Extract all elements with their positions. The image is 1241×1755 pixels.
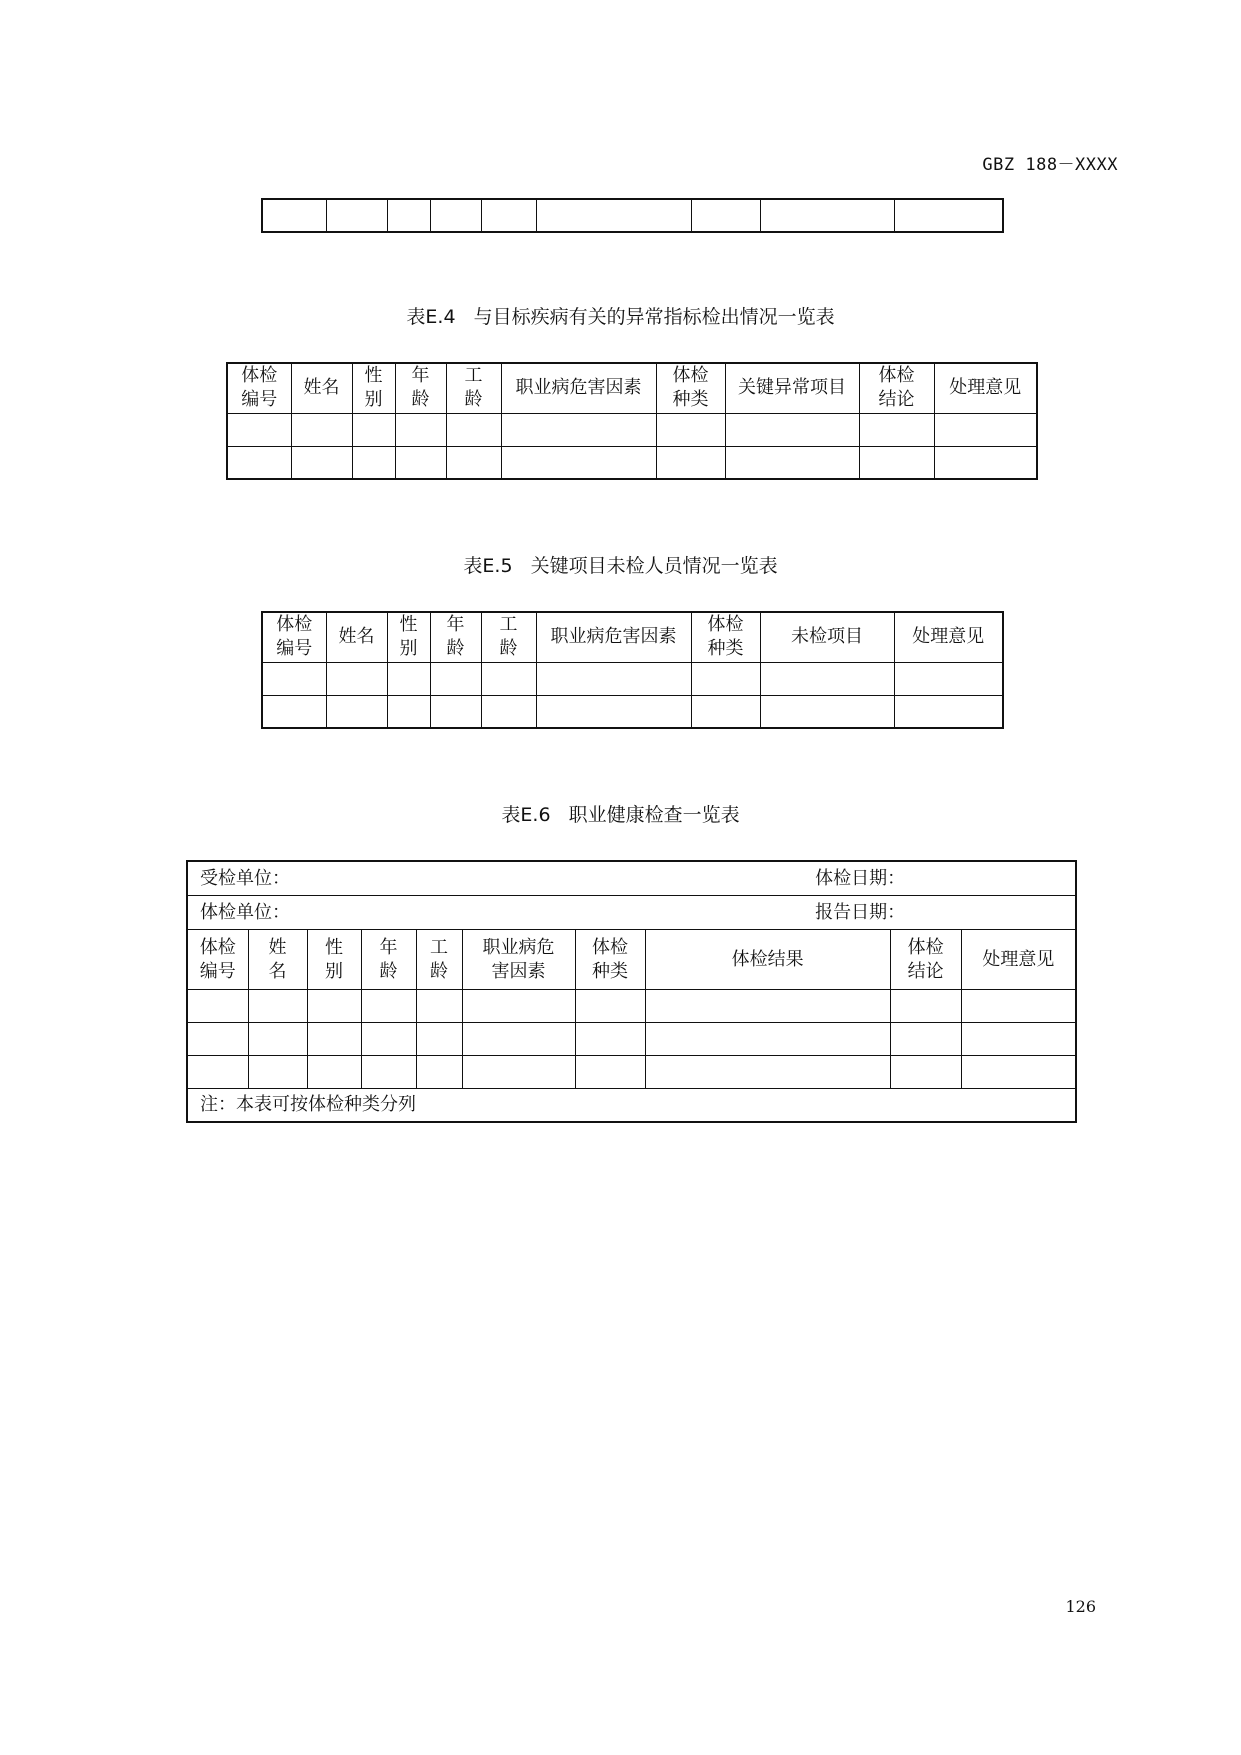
table-header-row — [187, 930, 1076, 990]
table-row — [227, 446, 1037, 479]
header-handling-opinion: 处理意见 — [961, 930, 1076, 990]
table-cell — [430, 199, 481, 232]
table-cell — [481, 199, 536, 232]
table-cell — [691, 199, 760, 232]
exam-date-label: 体检日期： — [645, 861, 1076, 896]
exam-unit-label: 体检单位： — [187, 896, 645, 930]
header-exam-conclusion: 体检 结论 — [859, 363, 934, 413]
table-e5-number: 表E.5 — [463, 555, 513, 577]
header-age: 年 龄 — [430, 612, 481, 662]
note-row — [187, 1089, 1076, 1122]
continued-table — [261, 198, 1004, 233]
header-gender: 性 别 — [307, 930, 361, 990]
table-cell — [760, 199, 894, 232]
header-gender: 性 别 — [387, 612, 430, 662]
header-hazard-factors: 职业病危害因素 — [501, 363, 656, 413]
table-e5-caption — [0, 551, 1241, 578]
header-hazard-factors: 职业病危害因素 — [536, 612, 691, 662]
table-cell — [387, 199, 430, 232]
report-date-label: 报告日期： — [645, 896, 1076, 930]
table-e6-title: 职业健康检查一览表 — [568, 804, 740, 826]
table-header-row — [227, 363, 1037, 413]
table-e4-title: 与目标疾病有关的异常指标检出情况一览表 — [473, 306, 835, 328]
table-row — [187, 990, 1076, 1023]
table-cell — [326, 199, 387, 232]
table-header-row — [262, 612, 1003, 662]
inspected-unit-label: 受检单位： — [187, 861, 645, 896]
table-e6-number: 表E.6 — [501, 804, 551, 826]
header-age: 年 龄 — [395, 363, 446, 413]
table-e5 — [261, 611, 1004, 729]
header-exam-id: 体检 编号 — [262, 612, 326, 662]
header-exam-type: 体检 种类 — [575, 930, 645, 990]
header-exam-type: 体检 种类 — [656, 363, 725, 413]
header-exam-type: 体检 种类 — [691, 612, 760, 662]
header-exam-conclusion: 体检 结论 — [890, 930, 961, 990]
page-number: 126 — [1065, 1597, 1096, 1616]
header-exam-id: 体检 编号 — [187, 930, 248, 990]
inspected-unit-row — [187, 861, 1076, 896]
header-exam-id: 体检 编号 — [227, 363, 291, 413]
table-e4-caption — [0, 302, 1241, 329]
standard-code: GBZ 188－XXXX — [982, 155, 1118, 175]
table-e6-caption — [0, 800, 1241, 827]
header-exam-results: 体检结果 — [645, 930, 890, 990]
exam-unit-row — [187, 896, 1076, 930]
table-e6 — [186, 860, 1077, 1123]
header-hazard-factors: 职业病危 害因素 — [462, 930, 575, 990]
table-e5-title: 关键项目未检人员情况一览表 — [530, 555, 778, 577]
header-work-years: 工 龄 — [481, 612, 536, 662]
header-name: 姓名 — [291, 363, 352, 413]
header-unexamined-items: 未检项目 — [760, 612, 894, 662]
header-name: 姓 名 — [248, 930, 307, 990]
header-handling-opinion: 处理意见 — [894, 612, 1003, 662]
table-row — [187, 1056, 1076, 1089]
header-name: 姓名 — [326, 612, 387, 662]
table-cell — [262, 199, 326, 232]
table-row — [227, 413, 1037, 446]
table-row — [187, 1023, 1076, 1056]
table-note: 注：本表可按体检种类分列 — [187, 1089, 1076, 1122]
table-e4 — [226, 362, 1038, 480]
table-cell — [536, 199, 691, 232]
table-e4-number: 表E.4 — [406, 306, 456, 328]
table-row — [262, 662, 1003, 695]
table-cell — [894, 199, 1003, 232]
table-row — [262, 695, 1003, 728]
header-gender: 性 别 — [352, 363, 395, 413]
header-work-years: 工 龄 — [446, 363, 501, 413]
header-key-abnormal-items: 关键异常项目 — [725, 363, 859, 413]
header-work-years: 工 龄 — [416, 930, 462, 990]
header-handling-opinion: 处理意见 — [934, 363, 1037, 413]
header-age: 年 龄 — [361, 930, 416, 990]
